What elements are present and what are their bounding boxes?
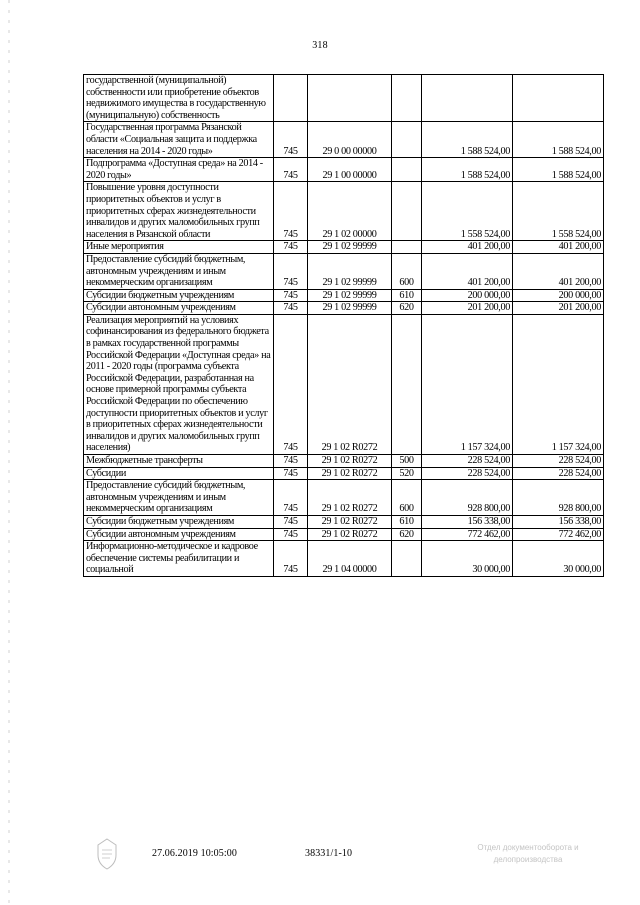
amount-total: 928 800,00 (513, 480, 604, 516)
amount-total: 1 157 324,00 (513, 314, 604, 454)
table-row (84, 158, 604, 182)
ministry-code: 745 (274, 467, 308, 480)
expense-type-code (392, 541, 422, 577)
target-article-code: 29 1 02 R0272 (308, 480, 392, 516)
row-name: Предоставление субсидий бюджетным, автономным учреждениям и иным некоммерческим организациям (84, 480, 274, 516)
budget-table-body (84, 75, 604, 577)
row-name: Повышение уровня доступности приоритетных объектов и услуг в приоритетных сферах жизнедеятельности инвалидов и других маломобильных групп населения в Рязанской области (84, 182, 274, 241)
ministry-code: 745 (274, 314, 308, 454)
amount-2019: 1 588 524,00 (422, 122, 513, 158)
table-row (84, 541, 604, 577)
row-name: Субсидии бюджетным учреждениям (84, 289, 274, 302)
expense-type-code: 600 (392, 480, 422, 516)
amount-2019: 228 524,00 (422, 467, 513, 480)
amount-2019: 156 338,00 (422, 515, 513, 528)
table-row (84, 241, 604, 254)
target-article-code: 29 1 02 99999 (308, 302, 392, 315)
table-row (84, 467, 604, 480)
table-row (84, 480, 604, 516)
expense-type-code (392, 75, 422, 122)
target-article-code: 29 1 02 R0272 (308, 528, 392, 541)
budget-table (83, 74, 604, 577)
expense-type-code (392, 122, 422, 158)
amount-total: 156 338,00 (513, 515, 604, 528)
amount-total: 401 200,00 (513, 253, 604, 289)
expense-type-code: 600 (392, 253, 422, 289)
amount-2019: 30 000,00 (422, 541, 513, 577)
ministry-code: 745 (274, 455, 308, 468)
table-row (84, 289, 604, 302)
ministry-code: 745 (274, 158, 308, 182)
amount-total: 201 200,00 (513, 302, 604, 315)
expense-type-code: 500 (392, 455, 422, 468)
row-name: Межбюджетные трансферты (84, 455, 274, 468)
target-article-code: 29 1 02 R0272 (308, 455, 392, 468)
target-article-code (308, 75, 392, 122)
amount-total (513, 75, 604, 122)
table-row (84, 122, 604, 158)
row-name: государственной (муниципальной) собственности или приобретение объектов недвижимого имущества в государственную (муниципальную) собственность (84, 75, 274, 122)
amount-2019: 200 000,00 (422, 289, 513, 302)
ministry-code: 745 (274, 253, 308, 289)
document-seal-icon (92, 836, 122, 872)
expense-type-code (392, 241, 422, 254)
amount-total: 1 558 524,00 (513, 182, 604, 241)
expense-type-code (392, 182, 422, 241)
amount-2019 (422, 75, 513, 122)
expense-type-code: 620 (392, 528, 422, 541)
ministry-code: 745 (274, 182, 308, 241)
target-article-code: 29 0 00 00000 (308, 122, 392, 158)
amount-2019: 1 157 324,00 (422, 314, 513, 454)
target-article-code: 29 1 04 00000 (308, 541, 392, 577)
row-name: Государственная программа Рязанской области «Социальная защита и поддержка населения на 2014 - 2020 годы» (84, 122, 274, 158)
ministry-code: 745 (274, 541, 308, 577)
target-article-code: 29 1 02 R0272 (308, 314, 392, 454)
row-name: Информационно-методическое и кадровое обеспечение системы реабилитации и социальной (84, 541, 274, 577)
amount-2019: 1 588 524,00 (422, 158, 513, 182)
amount-total: 30 000,00 (513, 541, 604, 577)
ministry-code: 745 (274, 302, 308, 315)
table-row (84, 515, 604, 528)
watermark-text: Отдел документооборота и делопроизводства (477, 843, 579, 864)
amount-2019: 1 558 524,00 (422, 182, 513, 241)
row-name: Субсидии (84, 467, 274, 480)
amount-total: 1 588 524,00 (513, 122, 604, 158)
amount-total: 401 200,00 (513, 241, 604, 254)
page-number: 318 (312, 40, 328, 51)
amount-2019: 401 200,00 (422, 241, 513, 254)
target-article-code: 29 1 02 99999 (308, 241, 392, 254)
target-article-code: 29 1 02 99999 (308, 289, 392, 302)
amount-2019: 772 462,00 (422, 528, 513, 541)
amount-2019: 228 524,00 (422, 455, 513, 468)
page-edge-artifact (4, 0, 14, 905)
expense-type-code (392, 314, 422, 454)
amount-total: 228 524,00 (513, 455, 604, 468)
expense-type-code: 520 (392, 467, 422, 480)
row-name: Иные мероприятия (84, 241, 274, 254)
target-article-code: 29 1 02 99999 (308, 253, 392, 289)
footer-date: 27.06.2019 10:05:00 (152, 848, 237, 859)
table-row (84, 528, 604, 541)
amount-total: 228 524,00 (513, 467, 604, 480)
table-row (84, 302, 604, 315)
ministry-code (274, 75, 308, 122)
table-row (84, 314, 604, 454)
table-row (84, 253, 604, 289)
amount-total: 772 462,00 (513, 528, 604, 541)
row-name: Субсидии автономным учреждениям (84, 528, 274, 541)
row-name: Реализация мероприятий на условиях софинансирования из федерального бюджета в рамках государственной программы Российской Федерации «Доступная среда» на 2011 - 2020 годы (программа субъекта Российской Федерации, разработанная на основе примерной программы субъекта Российской Федерации по обеспечению доступности приоритетных объектов и услуг в приоритетных сферах жизнедеятельности инвалидов и других маломобильных групп населения) (84, 314, 274, 454)
target-article-code: 29 1 02 R0272 (308, 467, 392, 480)
target-article-code: 29 1 00 00000 (308, 158, 392, 182)
ministry-code: 745 (274, 289, 308, 302)
target-article-code: 29 1 02 00000 (308, 182, 392, 241)
expense-type-code: 620 (392, 302, 422, 315)
amount-total: 1 588 524,00 (513, 158, 604, 182)
amount-2019: 928 800,00 (422, 480, 513, 516)
ministry-code: 745 (274, 515, 308, 528)
footer-document-number: 38331/1-10 (305, 848, 353, 859)
target-article-code: 29 1 02 R0272 (308, 515, 392, 528)
row-name: Субсидии бюджетным учреждениям (84, 515, 274, 528)
row-name: Субсидии автономным учреждениям (84, 302, 274, 315)
row-name: Предоставление субсидий бюджетным, автономным учреждениям и иным некоммерческим организациям (84, 253, 274, 289)
table-row (84, 75, 604, 122)
ministry-code: 745 (274, 528, 308, 541)
table-row (84, 455, 604, 468)
table-row (84, 182, 604, 241)
expense-type-code: 610 (392, 289, 422, 302)
row-name: Подпрограмма «Доступная среда» на 2014 - 2020 годы» (84, 158, 274, 182)
amount-total: 200 000,00 (513, 289, 604, 302)
ministry-code: 745 (274, 241, 308, 254)
amount-2019: 401 200,00 (422, 253, 513, 289)
ministry-code: 745 (274, 480, 308, 516)
expense-type-code: 610 (392, 515, 422, 528)
ministry-code: 745 (274, 122, 308, 158)
amount-2019: 201 200,00 (422, 302, 513, 315)
expense-type-code (392, 158, 422, 182)
